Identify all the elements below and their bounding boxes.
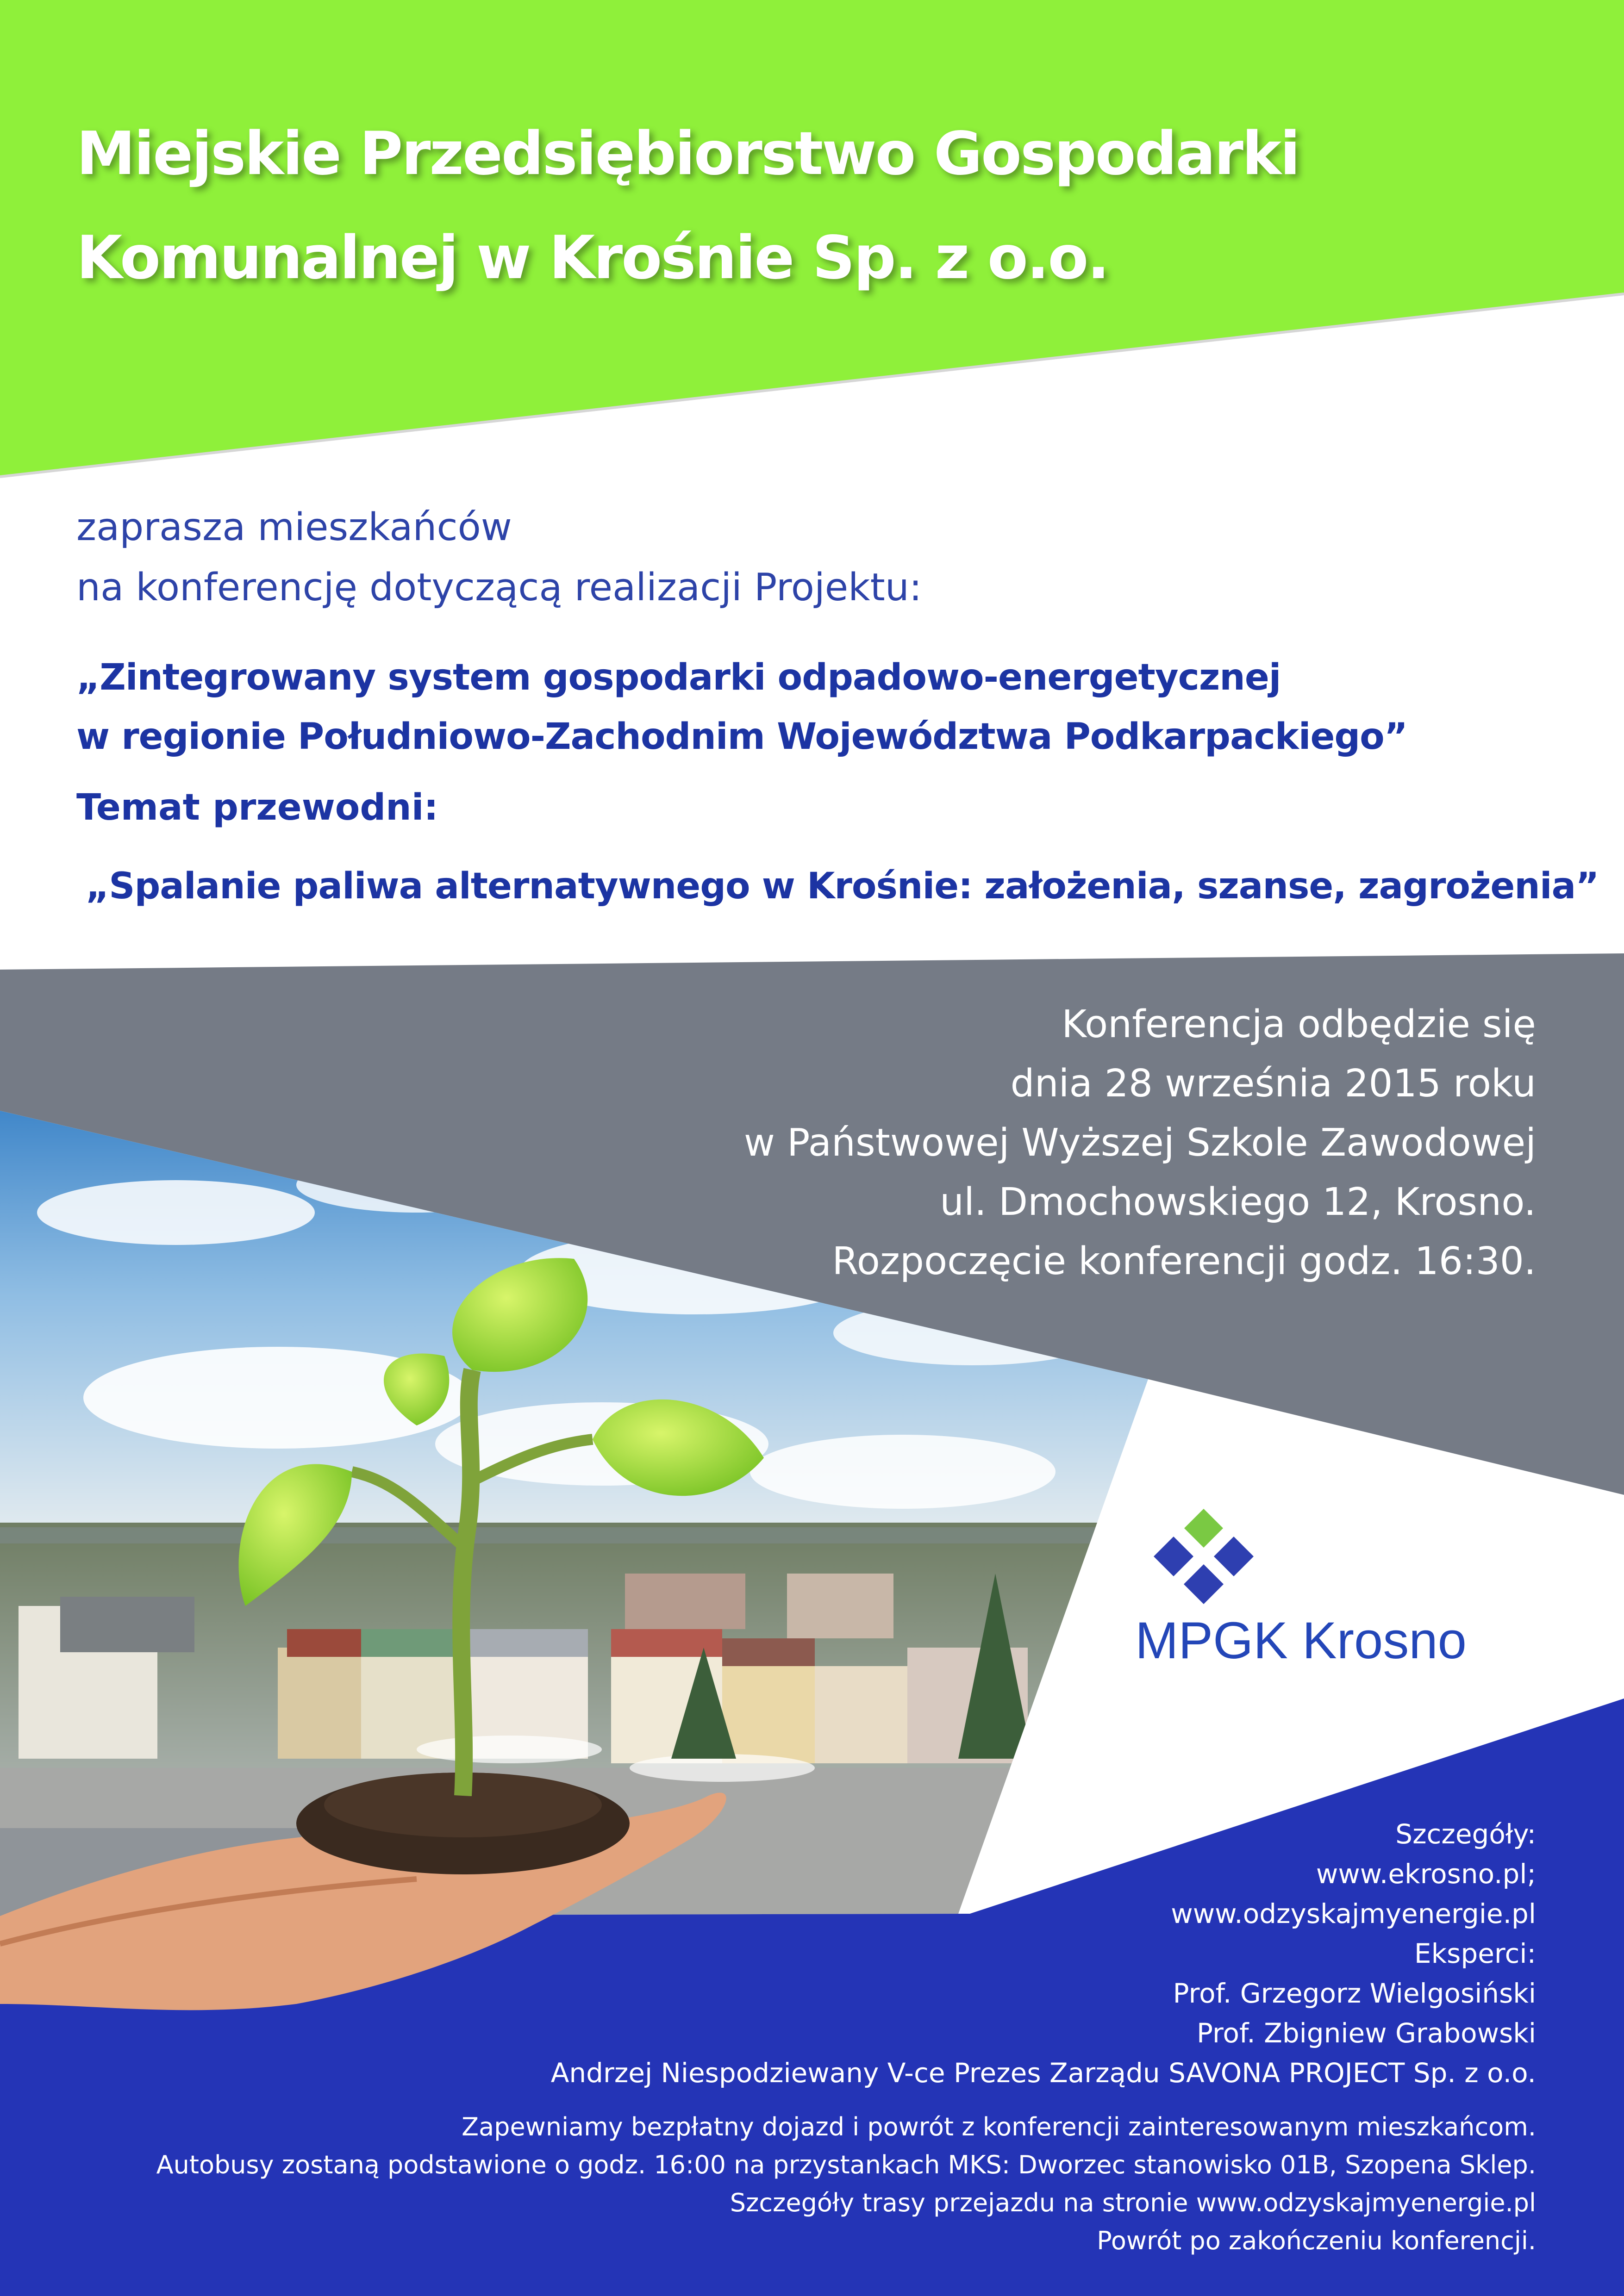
invitation-text (76, 498, 922, 618)
logo-text: MPGK Krosno (1135, 1612, 1467, 1669)
project-line-2: w regionie Południowo-Zachodnim Województwa Podkarpackiego” (76, 716, 1408, 758)
page-title (76, 102, 1512, 310)
title-line-1: Miejskie Przedsiębiorstwo Gospodarki (76, 119, 1299, 188)
project-title (76, 648, 1407, 766)
expert-1: Prof. Grzegorz Wielgosiński (1173, 1978, 1536, 2009)
footer-line-2: Autobusy zostaną podstawione o godz. 16:00 na przystankach MKS: Dworzec stanowisko 01B, Szopena Sklep. (156, 2150, 1536, 2179)
theme-label: Temat przewodni: (76, 787, 438, 828)
footer-line-1: Zapewniamy bezpłatny dojazd i powrót z konferencji zainteresowanym mieszkańcom. (462, 2112, 1536, 2141)
invitation-line-1: zaprasza mieszkańców (76, 505, 512, 549)
conference-info (332, 995, 1536, 1291)
invitation-line-2: na konferencję dotyczącą realizacji Projektu: (76, 566, 922, 610)
conference-line-4: ul. Dmochowskiego 12, Krosno. (940, 1180, 1536, 1224)
details-heading: Szczegóły: (1395, 1818, 1536, 1850)
footer-line-4: Powrót po zakończeniu konferencji. (1097, 2226, 1536, 2255)
footer-line-3: Szczegóły trasy przejazdu na stronie www.odzyskajmyenergie.pl (730, 2188, 1536, 2217)
transport-info (55, 2108, 1536, 2260)
conference-line-1: Konferencja odbędzie się (1062, 1002, 1536, 1046)
conference-line-3: w Państwowej Wyższej Szkole Zawodowej (743, 1121, 1536, 1165)
project-line-1: „Zintegrowany system gospodarki odpadowo-energetycznej (76, 657, 1281, 698)
details-block (286, 1814, 1536, 2093)
mpgk-diamond-logo-icon (1139, 1504, 1268, 1615)
conference-line-5: Rozpoczęcie konferencji godz. 16:30. (832, 1239, 1536, 1283)
title-line-2: Komunalnej w Krośnie Sp. z o.o. (76, 224, 1108, 292)
details-link-ekrosno[interactable]: www.ekrosno.pl; (1316, 1858, 1536, 1890)
theme-text: „Spalanie paliwa alternatywnego w Krośnie: założenia, szanse, zagrożenia” (86, 865, 1599, 907)
expert-3: Andrzej Niespodziewany V-ce Prezes Zarządu SAVONA PROJECT Sp. z o.o. (550, 2057, 1536, 2089)
experts-heading: Eksperci: (1414, 1938, 1536, 1969)
expert-2: Prof. Zbigniew Grabowski (1197, 2017, 1536, 2049)
details-link-odzyskajmyenergie[interactable]: www.odzyskajmyenergie.pl (1171, 1898, 1536, 1929)
conference-line-2: dnia 28 września 2015 roku (1010, 1062, 1536, 1106)
